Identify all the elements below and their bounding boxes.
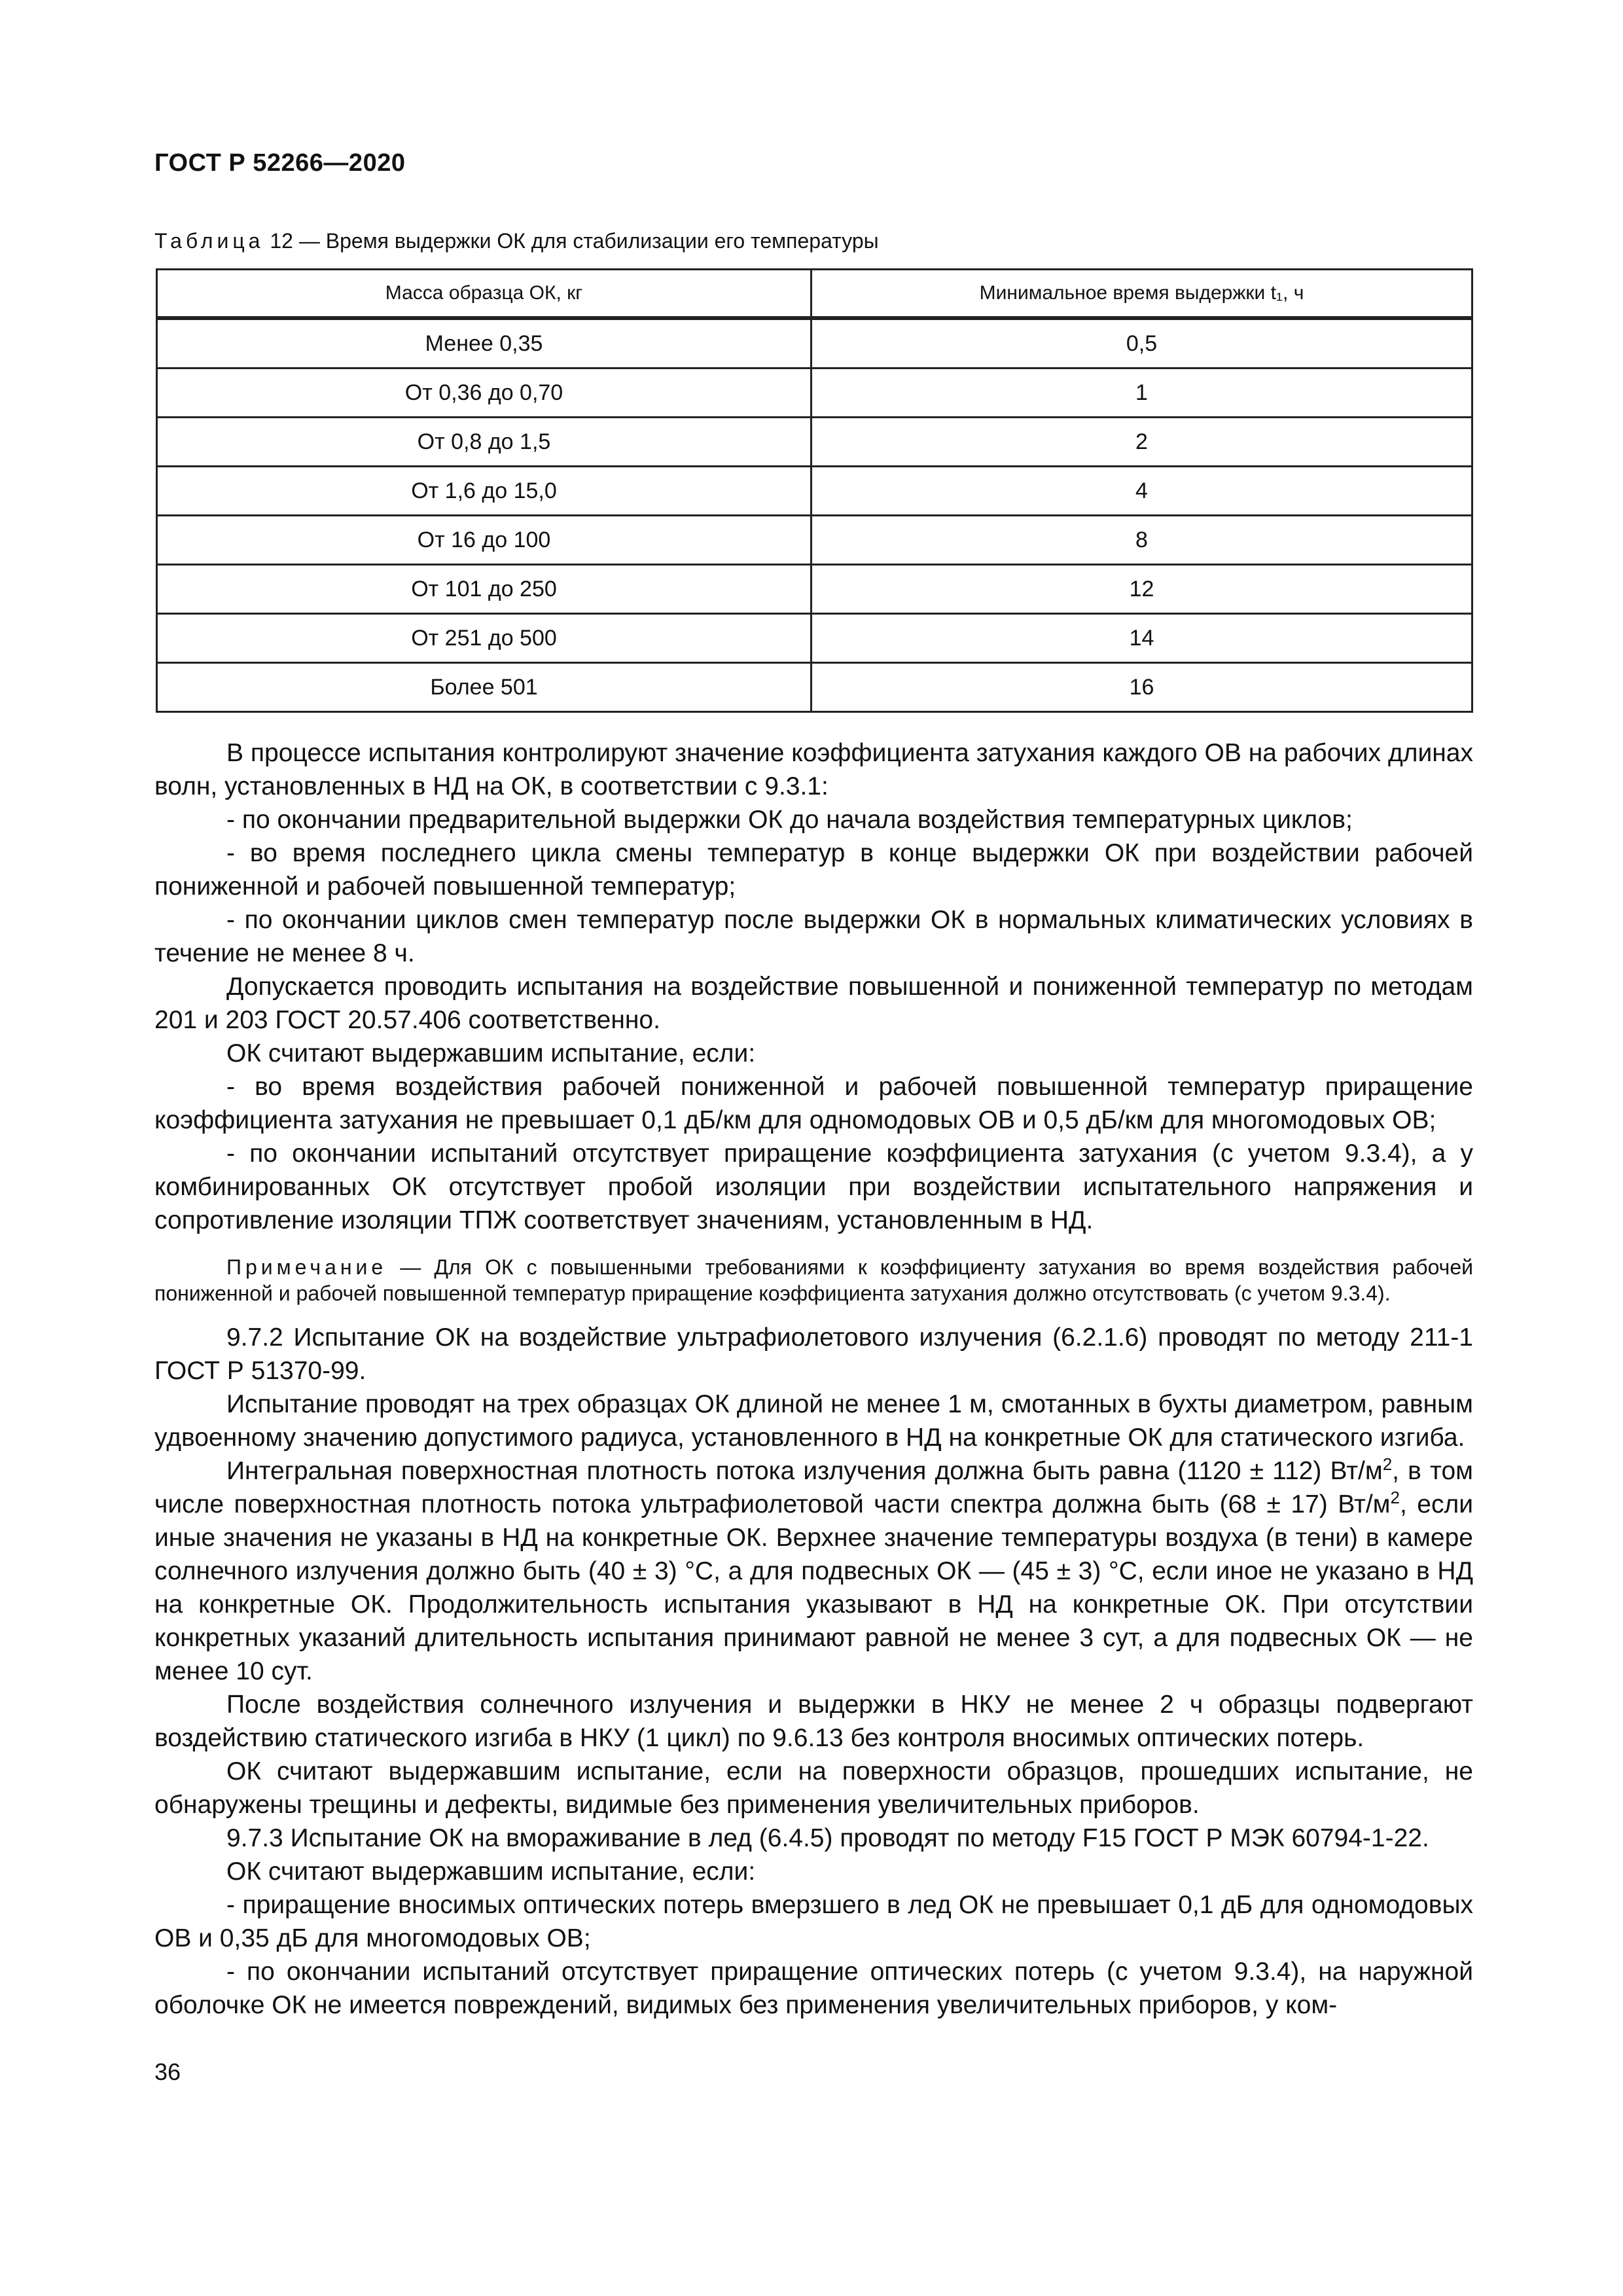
cell-mass: От 101 до 250 — [157, 565, 812, 614]
table-caption-label: Таблица — [154, 229, 264, 253]
table-caption — [154, 229, 879, 253]
cell-mass: От 251 до 500 — [157, 614, 812, 663]
cell-time: 14 — [812, 614, 1472, 663]
paragraph-part: Интегральная поверхностная плотность потока излучения должна быть равна (1120 ± 112) Вт/м — [226, 1457, 1383, 1485]
list-item: - во время последнего цикла смены температур в конце выдержки ОК при воздействии рабочей пониженной и рабочей повышенной температур; — [154, 839, 1473, 901]
cell-mass: От 16 до 100 — [157, 516, 812, 565]
cell-time: 12 — [812, 565, 1472, 614]
paragraph: ОК считают выдержавшим испытание, если на поверхности образцов, прошедших испытание, не обнаружены трещины и дефекты, видимые без применения увеличительных приборов. — [154, 1757, 1473, 1819]
paragraph: ОК считают выдержавшим испытание, если: — [226, 1039, 756, 1067]
table-row — [157, 565, 1472, 614]
holding-time-table — [156, 268, 1473, 713]
cell-time: 4 — [812, 467, 1472, 516]
table-row — [157, 368, 1472, 418]
paragraph: В процессе испытания контролируют значение коэффициента затухания каждого ОВ на рабочих длинах волн, установленных в НД на ОК, в соответствии с 9.3.1: — [154, 739, 1473, 800]
cell-mass: От 0,8 до 1,5 — [157, 418, 812, 467]
cell-time: 8 — [812, 516, 1472, 565]
cell-time: 1 — [812, 368, 1472, 418]
list-item: - приращение вносимых оптических потерь вмерзшего в лед ОК не превышает 0,1 дБ для одномодовых ОВ и 0,35 дБ для многомодовых ОВ; — [154, 1891, 1473, 1952]
body-text — [154, 736, 1473, 2022]
list-item: - во время воздействия рабочей пониженной и рабочей повышенной температур приращение коэффициента затухания не превышает 0,1 дБ/км для одномодовых ОВ и 0,5 дБ/км для многомодовых ОВ; — [154, 1073, 1473, 1134]
table-row — [157, 663, 1472, 712]
list-item: - по окончании циклов смен температур после выдержки ОК в нормальных климатических условиях в течение не менее 8 ч. — [154, 906, 1473, 967]
paragraph: После воздействия солнечного излучения и выдержки в НКУ не менее 2 ч образцы подвергают воздействию статического изгиба в НКУ (1 цикл) по 9.6.13 без контроля вносимых оптических потерь. — [154, 1691, 1473, 1752]
paragraph: Испытание проводят на трех образцах ОК длиной не менее 1 м, смотанных в бухты диаметром, равным удвоенному значению допустимого радиуса, установленного в НД на конкретные ОК для статического изгиба. — [154, 1390, 1473, 1452]
column-header-time: Минимальное время выдержки t₁, ч — [812, 270, 1472, 319]
cell-time: 0,5 — [812, 318, 1472, 368]
table-caption-text: 12 — Время выдержки ОК для стабилизации его температуры — [264, 229, 879, 253]
superscript: 2 — [1382, 1454, 1393, 1474]
table-row — [157, 418, 1472, 467]
table-header-row — [157, 270, 1472, 319]
paragraph: Допускается проводить испытания на воздействие повышенной и пониженной температур по методам 201 и 203 ГОСТ 20.57.406 соответственно. — [154, 973, 1473, 1034]
cell-mass: Более 501 — [157, 663, 812, 712]
paragraph — [154, 1454, 1473, 1688]
table-row — [157, 467, 1472, 516]
table-row — [157, 516, 1472, 565]
table-row — [157, 318, 1472, 368]
superscript: 2 — [1390, 1488, 1400, 1507]
column-header-mass: Масса образца ОК, кг — [157, 270, 812, 319]
table-row — [157, 614, 1472, 663]
paragraph-part: , в том числе поверхностная плотность потока ультрафиолетовой части спектра должна быть (68 ± 17) Вт/м — [154, 1457, 1473, 1518]
paragraph: ОК считают выдержавшим испытание, если: — [226, 1857, 756, 1886]
cell-mass: Менее 0,35 — [157, 318, 812, 368]
note-text: — Для ОК с повышенными требованиями к коэффициенту затухания во время воздействия рабочей пониженной и рабочей повышенной температур приращение коэффициента затухания должно отсутствовать (с учетом 9.3.4). — [154, 1255, 1473, 1305]
cell-mass: От 0,36 до 0,70 — [157, 368, 812, 418]
note — [154, 1254, 1473, 1306]
page-number: 36 — [154, 2058, 181, 2085]
note-label: Примечание — [226, 1255, 387, 1279]
cell-time: 16 — [812, 663, 1472, 712]
list-item: - по окончании предварительной выдержки ОК до начала воздействия температурных циклов; — [226, 806, 1353, 834]
section-paragraph: 9.7.2 Испытание ОК на воздействие ультрафиолетового излучения (6.2.1.6) проводят по методу 211-1 ГОСТ Р 51370-99. — [154, 1323, 1473, 1385]
section-paragraph: 9.7.3 Испытание ОК на вмораживание в лед (6.4.5) проводят по методу F15 ГОСТ Р МЭК 60794-1-22. — [226, 1824, 1429, 1852]
document-page — [154, 0, 1473, 2296]
cell-time: 2 — [812, 418, 1472, 467]
list-item: - по окончании испытаний отсутствует приращение оптических потерь (с учетом 9.3.4), на наружной оболочке ОК не имеется повреждений, видимых без применения увеличительных приборов, у ком- — [154, 1958, 1473, 2019]
cell-mass: От 1,6 до 15,0 — [157, 467, 812, 516]
paragraph-part: , если иные значения не указаны в НД на конкретные ОК. Верхнее значение температуры воздуха (в тени) в камере солнечного излучения должно быть (40 ± 3) °С, а для подвесных ОК — (45 ± 3) °С, если иное не указано в НД на конкретные ОК. Продолжительность испытания указывают в НД на конкретные ОК. При отсутствии конкретных указаний длительность испытания принимают равной не менее 3 сут, а для подвесных ОК — не менее 10 сут. — [154, 1490, 1473, 1685]
document-header: ГОСТ Р 52266—2020 — [154, 149, 406, 177]
list-item: - по окончании испытаний отсутствует приращение коэффициента затухания (с учетом 9.3.4), а у комбинированных ОК отсутствует пробой изоляции при воздействии испытательного напряжения и сопротивление изоляции ТПЖ соответствует значениям, установленным в НД. — [154, 1139, 1473, 1234]
